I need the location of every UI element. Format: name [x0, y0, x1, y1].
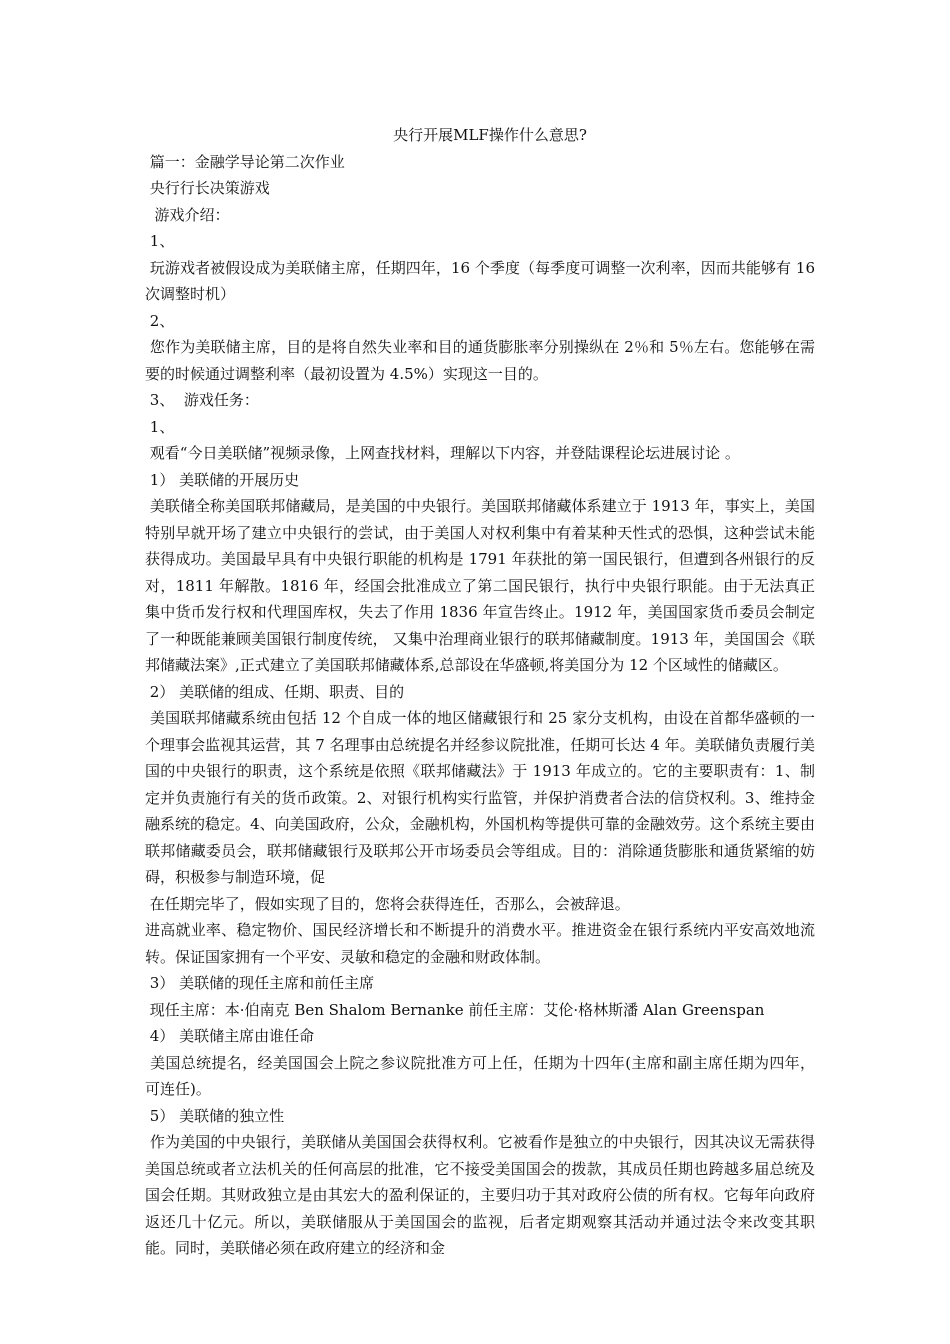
- paragraph: 观看“今日美联储”视频录像，上网查找材料，理解以下内容，并登陆课程论坛进展讨论 。: [145, 444, 740, 462]
- paragraph: 美国总统提名，经美国国会上院之参议院批准方可上任，任期为十四年(主席和副主席任期为四年，可连任)。: [145, 1053, 815, 1098]
- paragraph: 1、: [145, 232, 175, 250]
- document-title: 央行开展MLF操作什么意思?: [393, 126, 587, 144]
- paragraph: 央行行长决策游戏: [145, 179, 270, 197]
- paragraph: 3、 游戏任务：: [145, 391, 259, 409]
- paragraph: 在任期完毕了，假如实现了目的，您将会获得连任，否那么，会被辞退。: [145, 894, 630, 913]
- paragraph: 篇一：金融学导论第二次作业: [145, 152, 345, 171]
- section-heading: 4） 美联储主席由谁任命: [145, 1027, 315, 1045]
- paragraph: 游戏介绍：: [145, 205, 230, 224]
- document-body: [145, 149, 820, 1262]
- paragraph: 2、: [145, 311, 175, 330]
- paragraph: 美联储全称美国联邦储藏局，是美国的中央银行。美国联邦储藏体系建立于 1913 年，事实上，美国特别早就开场了建立中央银行的尝试，由于美国人对权利集中有着某种天性式的恐惧，这种尝试未能获得成功。美国最早具有中央银行职能的机构是 1791 年获批的第一国民银行，但遭到各州银行的反对，1811 年解散。1816 年，经国会批准成立了第二国民银行，执行中央银行职能。由于无法真正集中货币发行权和代理国库权，失去了作用 1836 年宣告终止。1912 年，美国国家货币委员会制定了一种既能兼顾美国银行制度传统， 又集中治理商业银行的联邦储藏制度。1913 年，美国国会《联邦储藏法案》,正式建立了美国联邦储藏体系,总部设在华盛顿,将美国分为 12 个区域性的储藏区。: [145, 497, 815, 674]
- paragraph: 美国联邦储藏系统由包括 12 个自成一体的地区储藏银行和 25 家分支机构，由设在首都华盛顿的一个理事会监视其运营，其 7 名理事由总统提名并经参议院批准，任期可长达 4 年。美联储负责履行美国的中央银行的职责，这个系统是依照《联邦储藏法》于 1913 年成立的。它的主要职责有：1、制定并负责施行有关的货币政策。2、对银行机构实行监管，并保护消费者合法的信贷权利。3、维持金融系统的稳定。4、向美国政府，公众，金融机构，外国机构等提供可靠的金融效劳。这个系统主要由联邦储藏委员会，联邦储藏银行及联邦公开市场委员会等组成。目的：消除通货膨胀和通货紧缩的妨碍，积极参与制造环境，促: [145, 709, 815, 886]
- section-heading: 3） 美联储的现任主席和前任主席: [145, 974, 375, 992]
- section-heading: 5） 美联储的独立性: [145, 1106, 285, 1125]
- paragraph: 现任主席：本·伯南克 Ben Shalom Bernanke 前任主席：艾伦·格林斯潘 Alan Greenspan: [145, 1000, 765, 1019]
- section-heading: 2） 美联储的组成、任期、职责、目的: [145, 682, 405, 701]
- paragraph: 玩游戏者被假设成为美联储主席，任期四年，16 个季度（每季度可调整一次利率，因而共能够有 16 次调整时机）: [145, 258, 820, 303]
- document-page: [145, 122, 820, 1262]
- paragraph: 作为美国的中央银行，美联储从美国国会获得权利。它被看作是独立的中央银行，因其决议无需获得美国总统或者立法机关的任何高层的批准，它不接受美国国会的拨款，其成员任期也跨越多届总统及国会任期。其财政独立是由其宏大的盈利保证的，主要归功于其对政府公债的所有权。它每年向政府返还几十亿元。所以，美联储服从于美国国会的监视，后者定期观察其活动并通过法令来改变其职能。同时，美联储必须在政府建立的经济和金: [145, 1133, 815, 1257]
- paragraph: 进高就业率、稳定物价、国民经济增长和不断提升的消费水平。推进资金在银行系统内平安高效地流转。保证国家拥有一个平安、灵敏和稳定的金融和财政体制。: [145, 921, 815, 966]
- paragraph: 您作为美联储主席，目的是将自然失业率和目的通货膨胀率分别操纵在 2％和 5％左右。您能够在需要的时候通过调整利率（最初设置为 4.5%）实现这一目的。: [145, 338, 815, 383]
- section-heading: 1） 美联储的开展历史: [145, 470, 300, 489]
- paragraph: 1、: [145, 417, 175, 436]
